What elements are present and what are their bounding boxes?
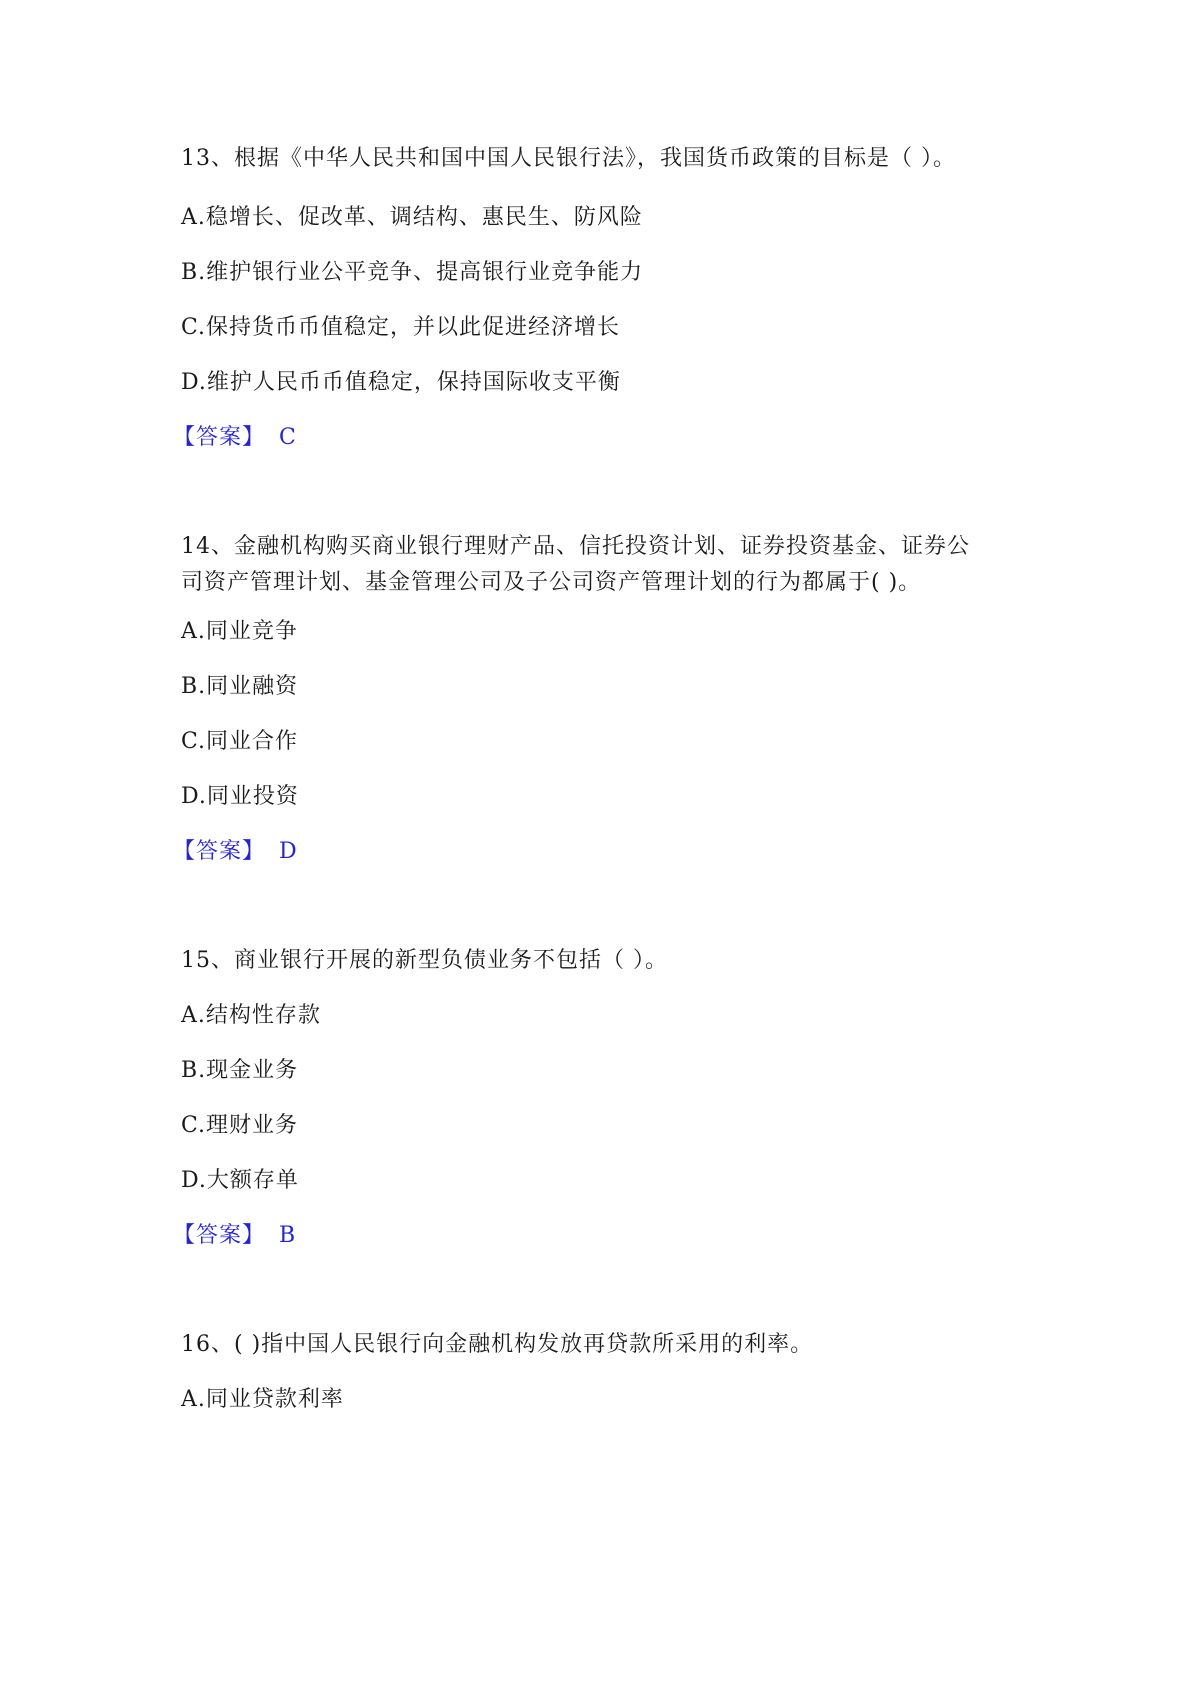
option-c: C.理财业务	[181, 1113, 299, 1138]
option-c: C.保持货币币值稳定，并以此促进经济增长	[181, 315, 621, 340]
option-a: A.稳增长、促改革、调结构、惠民生、防风险	[181, 205, 643, 230]
answer-label: 【答案】	[173, 1223, 266, 1248]
option-b: B.现金业务	[181, 1058, 299, 1083]
answer-line	[173, 836, 298, 868]
answer-value: D	[279, 839, 298, 864]
option-a: A.同业贷款利率	[181, 1387, 344, 1412]
question-stem: 13、根据《中华人民共和国中国人民银行法》，我国货币政策的目标是（ ）。	[181, 146, 956, 171]
answer-label: 【答案】	[173, 839, 266, 864]
question-stem: 15、商业银行开展的新型负债业务不包括（ ）。	[181, 948, 668, 973]
option-d: D.大额存单	[181, 1168, 299, 1193]
option-b: B.维护银行业公平竞争、提高银行业竞争能力	[181, 260, 644, 285]
option-a: A.结构性存款	[181, 1003, 321, 1028]
question-stem: 16、( )指中国人民银行向金融机构发放再贷款所采用的利率。	[181, 1332, 814, 1357]
answer-line	[173, 1220, 296, 1252]
question-stem-continued: 司资产管理计划、基金管理公司及子公司资产管理计划的行为都属于( )。	[181, 570, 922, 595]
answer-label: 【答案】	[173, 425, 266, 450]
option-d: D.维护人民币币值稳定，保持国际收支平衡	[181, 370, 621, 395]
option-b: B.同业融资	[181, 674, 299, 699]
answer-value: C	[279, 425, 297, 450]
option-c: C.同业合作	[181, 729, 299, 754]
option-a: A.同业竞争	[181, 619, 298, 644]
question-stem: 14、金融机构购买商业银行理财产品、信托投资计划、证券投资基金、证券公	[181, 534, 970, 559]
option-d: D.同业投资	[181, 784, 299, 809]
answer-line	[173, 422, 297, 454]
answer-value: B	[279, 1223, 297, 1248]
